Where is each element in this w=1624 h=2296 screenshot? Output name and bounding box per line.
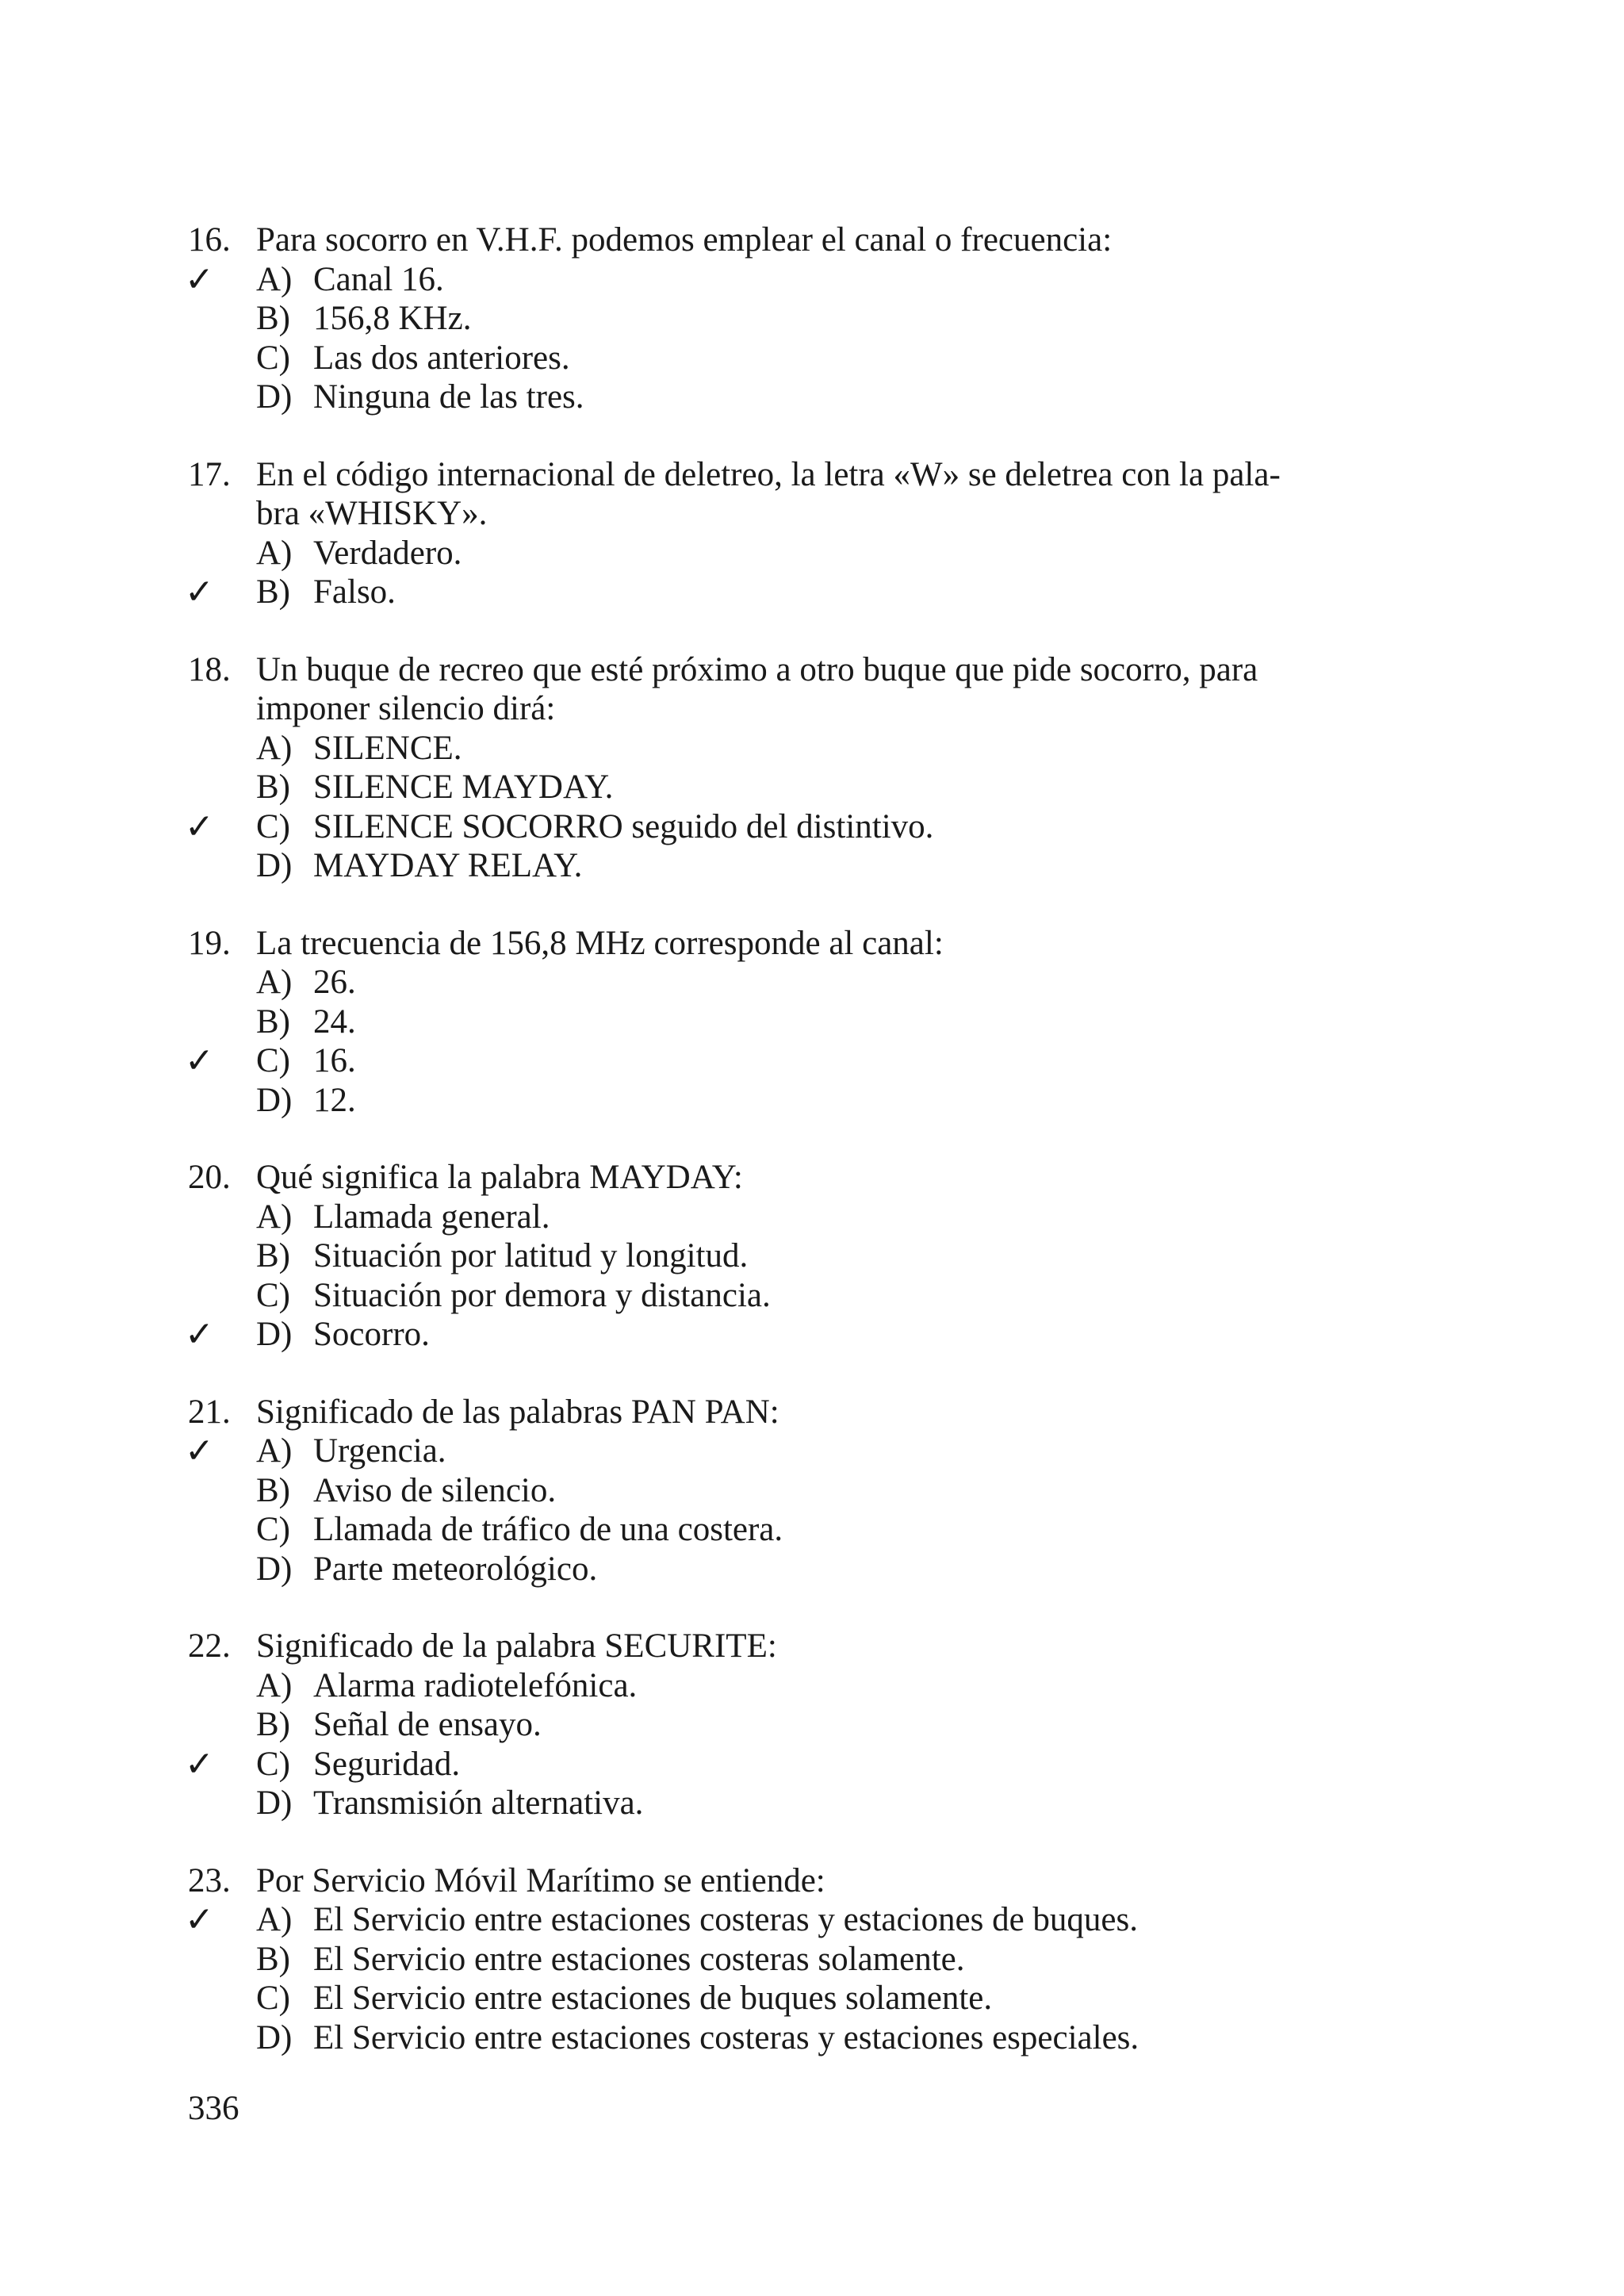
question-stem bbox=[0, 1627, 1624, 1666]
question-22 bbox=[0, 1627, 1624, 1823]
option-letter: B) bbox=[256, 769, 290, 806]
answer-option bbox=[0, 1198, 1624, 1237]
option-text: Situación por demora y distancia. bbox=[313, 1276, 771, 1314]
question-20 bbox=[0, 1158, 1624, 1355]
question-text: La trecuencia de 156,8 MHz corresponde al canal: bbox=[256, 924, 944, 962]
option-letter: C) bbox=[256, 807, 290, 845]
option-letter: A) bbox=[256, 729, 293, 767]
answer-option bbox=[0, 1940, 1624, 1980]
question-text: Significado de la palabra SECURITE: bbox=[256, 1627, 777, 1665]
question-17 bbox=[0, 455, 1624, 612]
answer-option bbox=[0, 963, 1624, 1002]
option-text: Socorro. bbox=[313, 1316, 430, 1353]
option-letter: A) bbox=[256, 1432, 293, 1470]
answer-option bbox=[0, 339, 1624, 378]
question-number: 20. bbox=[188, 1159, 231, 1196]
answer-option bbox=[0, 1236, 1624, 1276]
answer-option bbox=[0, 573, 1624, 612]
option-letter: B) bbox=[256, 300, 290, 337]
option-text: Llamada de tráfico de una costera. bbox=[313, 1511, 783, 1548]
question-number: 22. bbox=[188, 1627, 231, 1665]
question-text: Para socorro en V.H.F. podemos emplear el canal o frecuencia: bbox=[256, 221, 1113, 259]
answer-option bbox=[0, 729, 1624, 769]
option-text: MAYDAY RELAY. bbox=[313, 847, 583, 884]
check-mark-icon: ✓ bbox=[185, 1314, 214, 1355]
option-letter: D) bbox=[256, 1316, 293, 1353]
question-19 bbox=[0, 924, 1624, 1121]
option-text: Seguridad. bbox=[313, 1745, 461, 1783]
answer-option bbox=[0, 1550, 1624, 1589]
question-stem bbox=[0, 1158, 1624, 1198]
option-text: SILENCE MAYDAY. bbox=[313, 769, 614, 806]
option-text: Señal de ensayo. bbox=[313, 1706, 542, 1743]
question-stem bbox=[0, 650, 1624, 729]
option-text: Ninguna de las tres. bbox=[313, 378, 584, 416]
option-letter: C) bbox=[256, 1042, 290, 1079]
answer-option bbox=[0, 1705, 1624, 1745]
question-text-line-2: imponer silencio dirá: bbox=[256, 690, 556, 727]
answer-option bbox=[0, 1510, 1624, 1550]
question-stem bbox=[0, 924, 1624, 964]
check-mark-icon: ✓ bbox=[185, 1041, 214, 1081]
option-letter: C) bbox=[256, 1745, 290, 1783]
option-letter: D) bbox=[256, 378, 293, 416]
answer-option bbox=[0, 1276, 1624, 1316]
option-letter: C) bbox=[256, 1980, 290, 2017]
answer-option bbox=[0, 2018, 1624, 2058]
option-letter: D) bbox=[256, 2018, 293, 2056]
option-letter: C) bbox=[256, 339, 290, 377]
question-stem bbox=[0, 1861, 1624, 1901]
option-letter: D) bbox=[256, 847, 293, 884]
option-text: Falso. bbox=[313, 573, 396, 611]
answer-option bbox=[0, 1745, 1624, 1784]
question-number: 23. bbox=[188, 1861, 231, 1899]
question-21 bbox=[0, 1393, 1624, 1589]
answer-option bbox=[0, 1666, 1624, 1706]
option-text: Verdadero. bbox=[313, 534, 462, 572]
answer-option bbox=[0, 1315, 1624, 1355]
option-text: 12. bbox=[313, 1081, 356, 1119]
question-text-line-1: Un buque de recreo que esté próximo a otro buque que pide socorro, para bbox=[256, 650, 1258, 688]
option-text: El Servicio entre estaciones costeras solamente. bbox=[313, 1940, 965, 1978]
question-stem bbox=[0, 220, 1624, 260]
option-text: Alarma radiotelefónica. bbox=[313, 1666, 638, 1704]
option-text: SILENCE SOCORRO seguido del distintivo. bbox=[313, 807, 934, 845]
option-text: Las dos anteriores. bbox=[313, 339, 570, 377]
option-text: SILENCE. bbox=[313, 729, 462, 767]
option-letter: B) bbox=[256, 1002, 290, 1041]
check-mark-icon: ✓ bbox=[185, 1431, 214, 1471]
answer-option bbox=[0, 1081, 1624, 1121]
check-mark-icon: ✓ bbox=[185, 1899, 214, 1940]
option-letter: B) bbox=[256, 1706, 290, 1743]
question-number: 16. bbox=[188, 221, 231, 259]
option-letter: A) bbox=[256, 534, 293, 572]
option-letter: C) bbox=[256, 1511, 290, 1548]
check-mark-icon: ✓ bbox=[185, 806, 214, 847]
option-text: Llamada general. bbox=[313, 1198, 550, 1236]
answer-option bbox=[0, 1900, 1624, 1940]
answer-option bbox=[0, 768, 1624, 807]
option-letter: A) bbox=[256, 1666, 293, 1704]
option-letter: B) bbox=[256, 573, 290, 611]
question-18 bbox=[0, 650, 1624, 886]
check-mark-icon: ✓ bbox=[185, 1743, 214, 1784]
option-letter: B) bbox=[256, 1237, 290, 1274]
answer-option bbox=[0, 1979, 1624, 2018]
check-mark-icon: ✓ bbox=[185, 259, 214, 300]
option-text: El Servicio entre estaciones de buques solamente. bbox=[313, 1980, 993, 2017]
option-letter: A) bbox=[256, 260, 293, 298]
answer-option bbox=[0, 534, 1624, 573]
question-number: 21. bbox=[188, 1393, 231, 1431]
option-letter: A) bbox=[256, 964, 293, 1001]
answer-option bbox=[0, 1471, 1624, 1511]
option-text: Situación por latitud y longitud. bbox=[313, 1237, 749, 1274]
option-text: 16. bbox=[313, 1042, 356, 1079]
option-text: Aviso de silencio. bbox=[313, 1471, 557, 1509]
answer-option bbox=[0, 1002, 1624, 1042]
option-letter: A) bbox=[256, 1901, 293, 1938]
answer-option bbox=[0, 378, 1624, 417]
question-number: 18. bbox=[188, 650, 231, 688]
question-number: 17. bbox=[188, 455, 231, 493]
answer-option bbox=[0, 846, 1624, 886]
option-text: El Servicio entre estaciones costeras y estaciones de buques. bbox=[313, 1901, 1138, 1938]
option-letter: D) bbox=[256, 1784, 293, 1822]
question-text: Qué significa la palabra MAYDAY: bbox=[256, 1159, 743, 1196]
question-16 bbox=[0, 220, 1624, 417]
answer-option bbox=[0, 299, 1624, 339]
option-letter: B) bbox=[256, 1940, 290, 1978]
option-letter: A) bbox=[256, 1198, 293, 1236]
option-letter: C) bbox=[256, 1276, 290, 1314]
option-text: 156,8 KHz. bbox=[313, 300, 472, 337]
answer-option bbox=[0, 260, 1624, 300]
option-text: Urgencia. bbox=[313, 1432, 446, 1470]
answer-option bbox=[0, 807, 1624, 847]
option-text: El Servicio entre estaciones costeras y estaciones especiales. bbox=[313, 2018, 1139, 2056]
option-letter: D) bbox=[256, 1550, 293, 1588]
check-mark-icon: ✓ bbox=[185, 572, 214, 612]
answer-option bbox=[0, 1432, 1624, 1471]
option-text: 24. bbox=[313, 1002, 356, 1041]
option-text: Transmisión alternativa. bbox=[313, 1784, 644, 1822]
question-list bbox=[0, 220, 1624, 2095]
answer-option bbox=[0, 1041, 1624, 1081]
question-text-line-2: bra «WHISKY». bbox=[256, 495, 488, 532]
option-text: Parte meteorológico. bbox=[313, 1550, 598, 1588]
question-text-line-1: En el código internacional de deletreo, la letra «W» se deletrea con la pala- bbox=[256, 455, 1281, 493]
option-letter: B) bbox=[256, 1471, 290, 1509]
page-number: 336 bbox=[188, 2090, 239, 2127]
option-text: 26. bbox=[313, 964, 356, 1001]
question-stem bbox=[0, 1393, 1624, 1432]
option-text: Canal 16. bbox=[313, 260, 444, 298]
question-text: Por Servicio Móvil Marítimo se entiende: bbox=[256, 1861, 825, 1899]
question-text: Significado de las palabras PAN PAN: bbox=[256, 1393, 779, 1431]
option-letter: D) bbox=[256, 1081, 293, 1119]
answer-option bbox=[0, 1784, 1624, 1823]
question-stem bbox=[0, 455, 1624, 534]
question-23 bbox=[0, 1861, 1624, 2058]
question-number: 19. bbox=[188, 924, 231, 962]
